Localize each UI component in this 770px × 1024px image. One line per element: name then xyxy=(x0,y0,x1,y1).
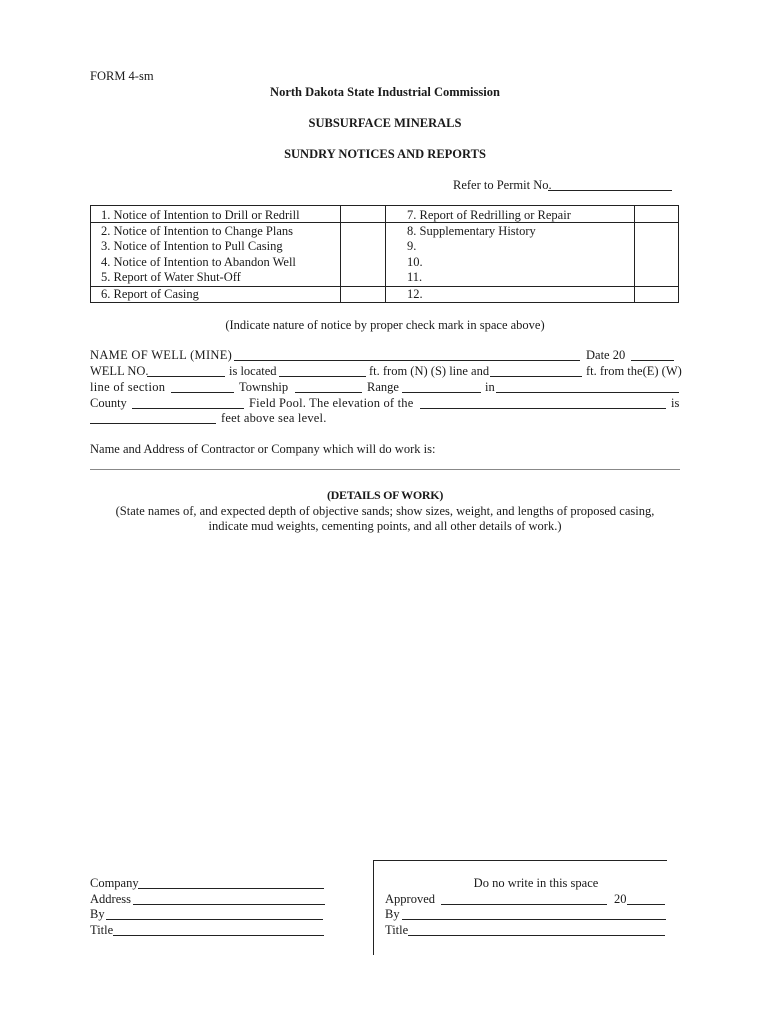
permit-label: Refer to Permit No. xyxy=(453,178,552,192)
field-pool-label: Field Pool. The elevation of the xyxy=(249,396,414,410)
notice-item-9: 9. xyxy=(407,239,417,253)
well-name-field[interactable] xyxy=(234,360,580,361)
notice-table xyxy=(90,205,679,303)
notice-item-1: 1. Notice of Intention to Drill or Redrill xyxy=(101,208,300,222)
by-label: By xyxy=(90,907,105,921)
notice-item-6: 6. Report of Casing xyxy=(101,287,199,301)
notice-item-7: 7. Report of Redrilling or Repair xyxy=(407,208,571,222)
range-field[interactable] xyxy=(402,392,481,393)
details-instruction-1: (State names of, and expected depth of objective sands; show sizes, weight, and lengths of proposed casing, xyxy=(115,504,655,518)
office-title-label: Title xyxy=(385,923,409,937)
section-field[interactable] xyxy=(171,392,234,393)
by-field[interactable] xyxy=(106,919,323,920)
notice-item-11: 11. xyxy=(407,270,423,284)
approved-year-field[interactable] xyxy=(627,904,665,905)
checkbox-notice-1-6[interactable] xyxy=(341,206,385,302)
notice-item-12: 12. xyxy=(407,287,423,301)
office-use-box xyxy=(373,860,667,955)
is-label: is xyxy=(671,396,680,410)
elevation-reference-field[interactable] xyxy=(420,408,666,409)
agency-name: North Dakota State Industrial Commission xyxy=(270,85,500,99)
notice-item-8: 8. Supplementary History xyxy=(407,224,536,238)
notice-item-3: 3. Notice of Intention to Pull Casing xyxy=(101,239,283,253)
ew-distance-field[interactable] xyxy=(490,376,582,377)
range-label: Range xyxy=(367,380,399,394)
contractor-label: Name and Address of Contractor or Company which will do work is: xyxy=(90,442,436,456)
notice-item-4: 4. Notice of Intention to Abandon Well xyxy=(101,255,296,269)
notice-item-2: 2. Notice of Intention to Change Plans xyxy=(101,224,293,238)
title-field[interactable] xyxy=(113,935,324,936)
permit-number-field[interactable] xyxy=(548,190,672,191)
office-by-field[interactable] xyxy=(402,919,666,920)
approved-label: Approved xyxy=(385,892,435,906)
notice-item-5: 5. Report of Water Shut-Off xyxy=(101,270,241,284)
title-label: Title xyxy=(90,923,114,937)
township-label: Township xyxy=(239,380,289,394)
location-field[interactable] xyxy=(496,392,679,393)
approved-year-label: 20 xyxy=(614,892,627,906)
in-label: in xyxy=(485,380,495,394)
county-field[interactable] xyxy=(132,408,244,409)
details-instruction-2: indicate mud weights, cementing points, and all other details of work.) xyxy=(208,519,562,533)
ew-line-label: ft. from the(E) (W) xyxy=(586,364,682,378)
address-field[interactable] xyxy=(133,904,325,905)
well-name-label: NAME OF WELL (MINE) xyxy=(90,348,233,362)
address-label: Address xyxy=(90,892,131,906)
details-area[interactable] xyxy=(90,540,680,850)
elevation-field[interactable] xyxy=(90,423,216,424)
date-label: Date 20 xyxy=(586,348,626,362)
contractor-field[interactable] xyxy=(90,469,680,470)
office-title-field[interactable] xyxy=(408,935,665,936)
office-by-label: By xyxy=(385,907,400,921)
form-id: FORM 4-sm xyxy=(90,69,154,83)
details-heading: (DETAILS OF WORK) xyxy=(326,488,444,502)
well-no-label: WELL NO. xyxy=(90,364,149,378)
ns-line-label: ft. from (N) (S) line and xyxy=(369,364,490,378)
is-located-label: is located xyxy=(229,364,277,378)
well-no-field[interactable] xyxy=(147,376,225,377)
company-field[interactable] xyxy=(138,888,324,889)
county-label: County xyxy=(90,396,127,410)
section-title: SUBSURFACE MINERALS xyxy=(308,116,462,130)
notice-item-10: 10. xyxy=(407,255,423,269)
ns-distance-field[interactable] xyxy=(279,376,366,377)
office-use-heading: Do no write in this space xyxy=(473,876,599,890)
approved-field[interactable] xyxy=(441,904,607,905)
section-label: line of section xyxy=(90,380,166,394)
form-title: SUNDRY NOTICES AND REPORTS xyxy=(284,147,486,161)
sea-level-label: feet above sea level. xyxy=(221,411,327,425)
checkbox-notice-7-12[interactable] xyxy=(635,206,679,302)
township-field[interactable] xyxy=(295,392,362,393)
notice-instruction: (Indicate nature of notice by proper check mark in space above) xyxy=(225,318,545,332)
company-label: Company xyxy=(90,876,139,890)
date-year-field[interactable] xyxy=(631,360,674,361)
